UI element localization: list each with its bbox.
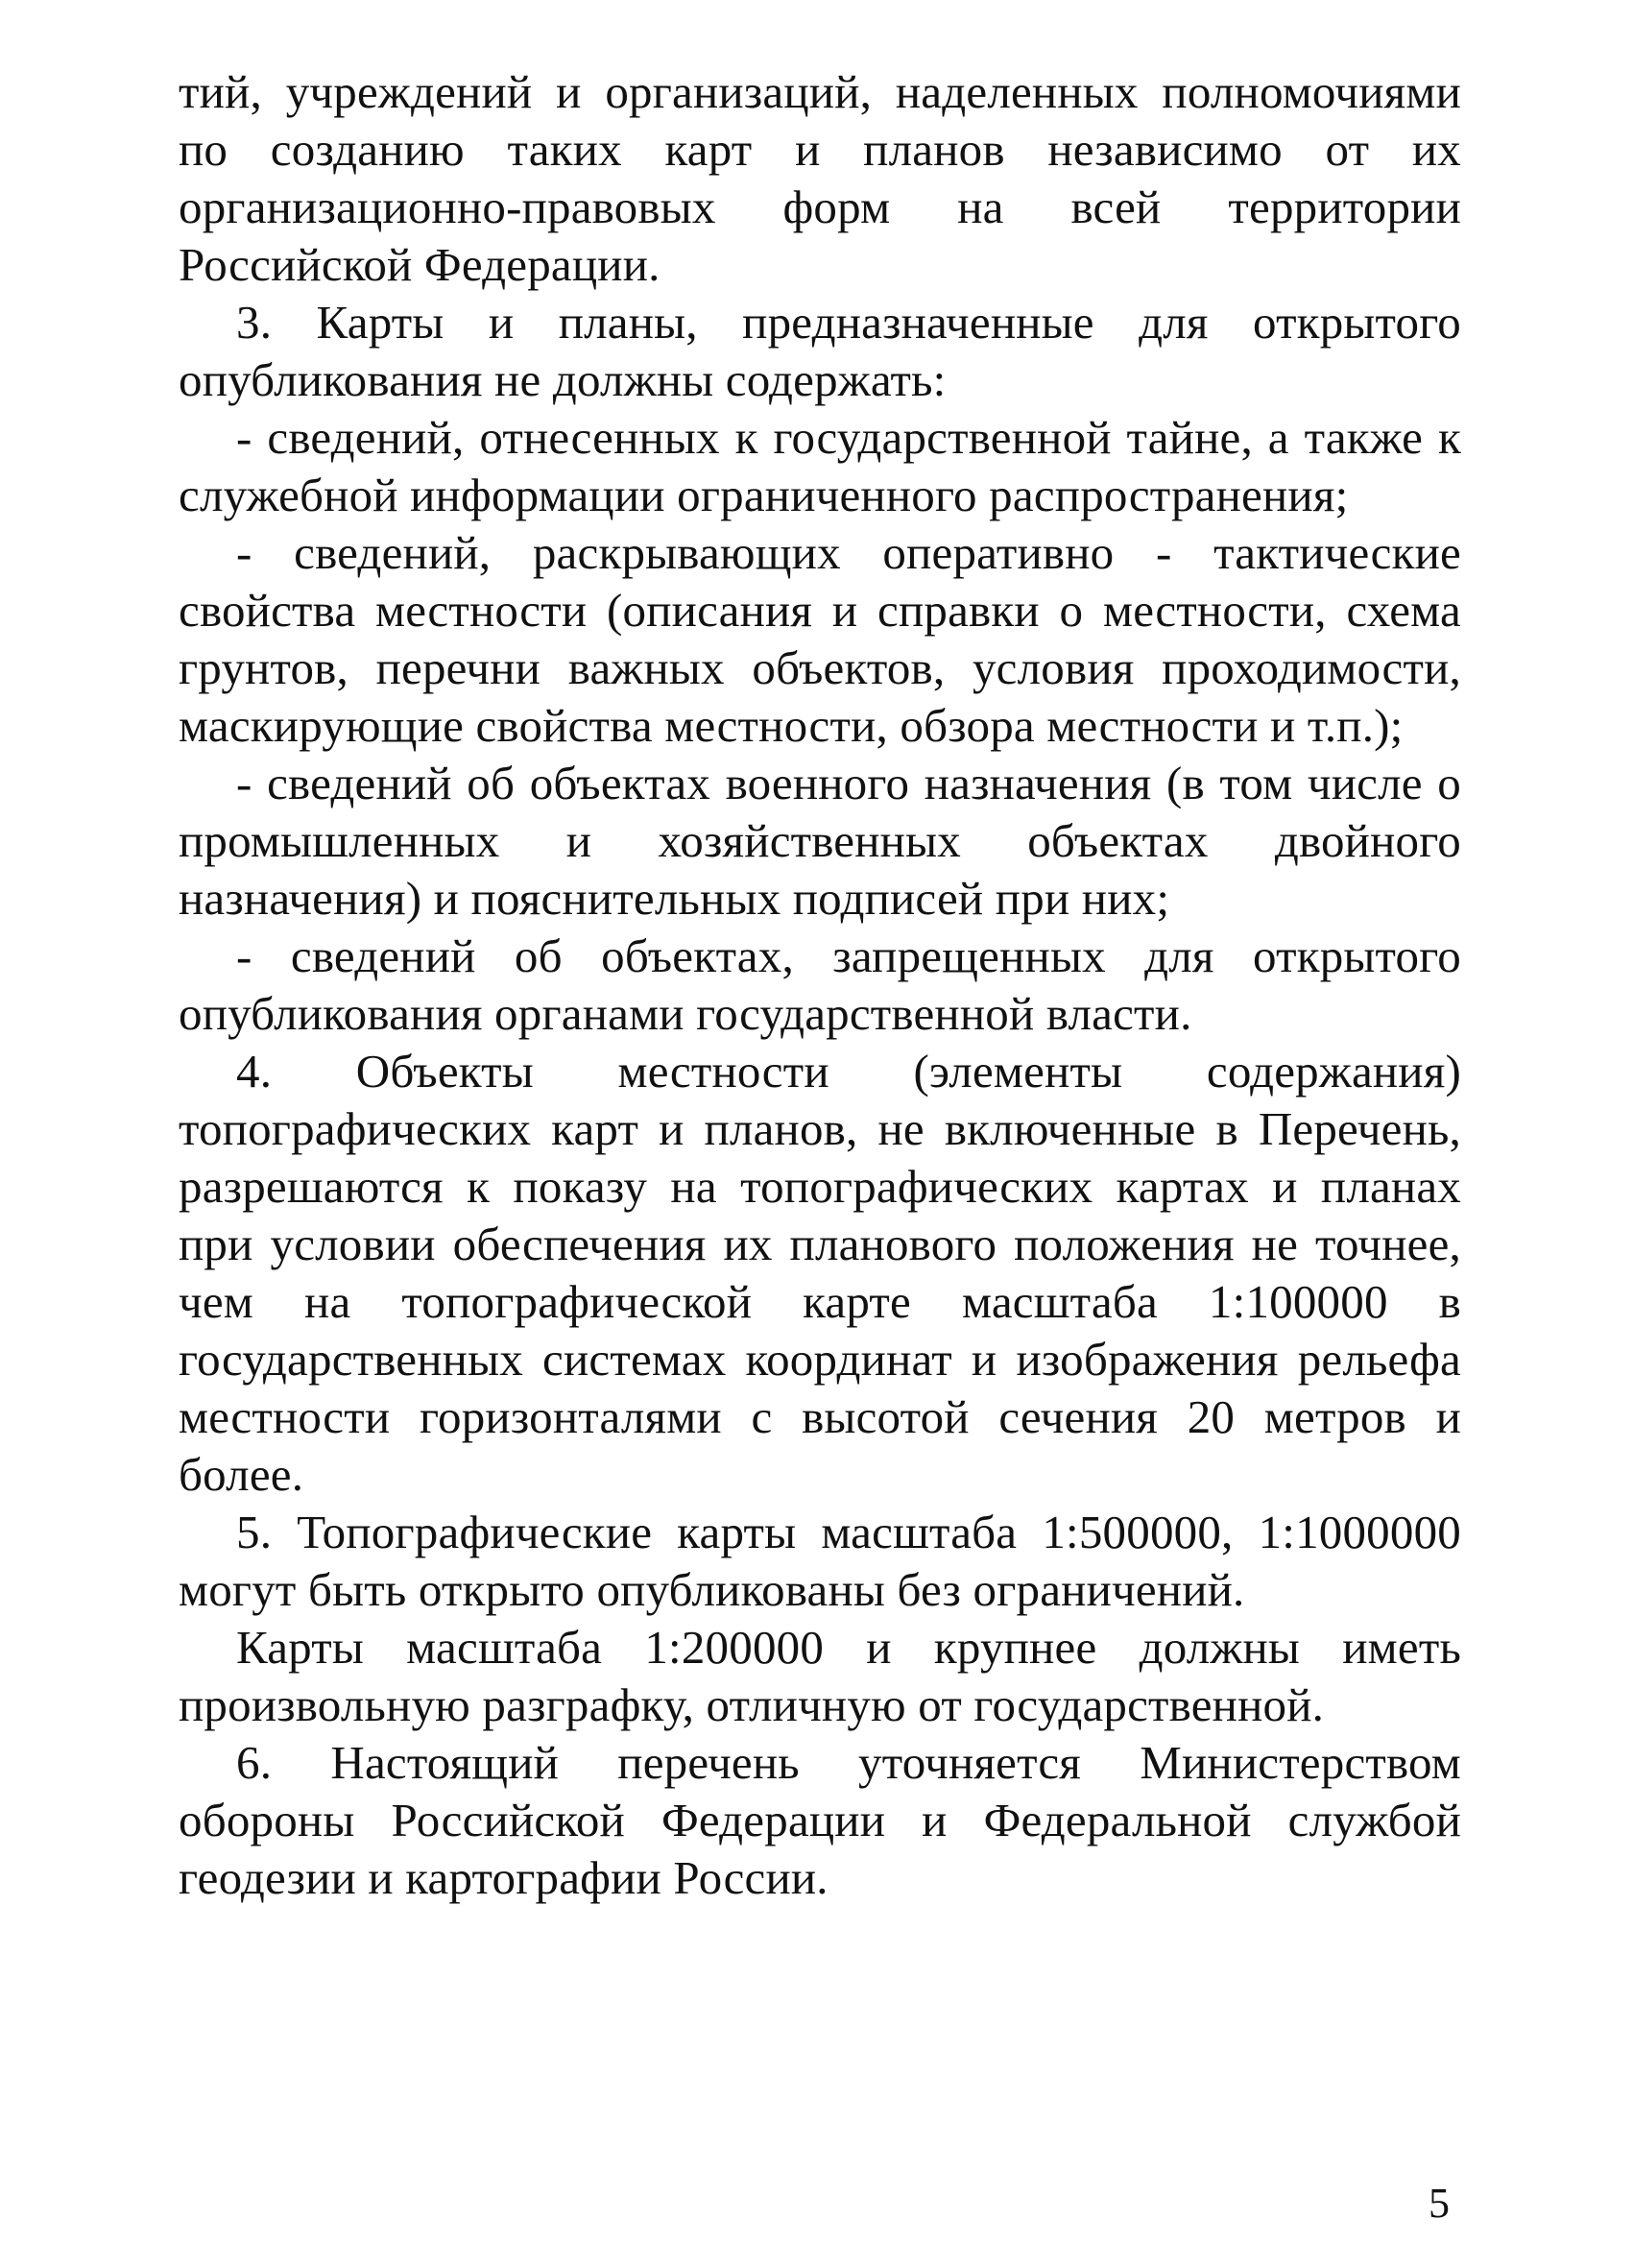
paragraph-bullet-state-secret: - сведений, отнесенных к государственной тайне, а также к служебной информации ограниченного распространения; <box>179 411 1461 521</box>
paragraph-bullet-terrain-properties: - сведений, раскрывающих оперативно - тактические свойства местности (описания и справки о местности, схема грунтов, перечни важных объектов, условия проходимости, маскирующие свойства местности, обзора местности и т.п.); <box>179 526 1461 752</box>
paragraph-scale-requirement: Карты масштаба 1:200000 и крупнее должны иметь произвольную разграфку, отличную от государственной. <box>179 1621 1461 1731</box>
page-number: 5 <box>1429 2180 1450 2227</box>
paragraph-item-3: 3. Карты и планы, предназначенные для открытого опубликования не должны содержать: <box>179 296 1461 406</box>
paragraph-item-4: 4. Объекты местности (элементы содержания) топографических карт и планов, не включенные в Перечень, разрешаются к показу на топографических картах и планах при условии обеспечения их планового положения не точнее, чем на топографической карте масштаба 1:100000 в государственных системах координат и изображения рельефа местности горизонталями с высотой сечения 20 метров и более. <box>179 1045 1461 1501</box>
paragraph-bullet-prohibited-objects: - сведений об объектах, запрещенных для открытого опубликования органами государственной власти. <box>179 929 1461 1040</box>
paragraph-continuation: тий, учреждений и организаций, наделенных полномочиями по созданию таких карт и планов независимо от их организационно-правовых форм на всей территории Российской Федерации. <box>179 65 1461 291</box>
paragraph-item-5: 5. Топографические карты масштаба 1:500000, 1:1000000 могут быть открыто опубликованы без ограничений. <box>179 1506 1461 1616</box>
document-body <box>179 63 1461 1907</box>
paragraph-bullet-military-objects: - сведений об объектах военного назначения (в том числе о промышленных и хозяйственных объектах двойного назначения) и пояснительных подписей при них; <box>179 757 1461 925</box>
paragraph-item-6: 6. Настоящий перечень уточняется Министерством обороны Российской Федерации и Федеральной службой геодезии и картографии России. <box>179 1736 1461 1904</box>
